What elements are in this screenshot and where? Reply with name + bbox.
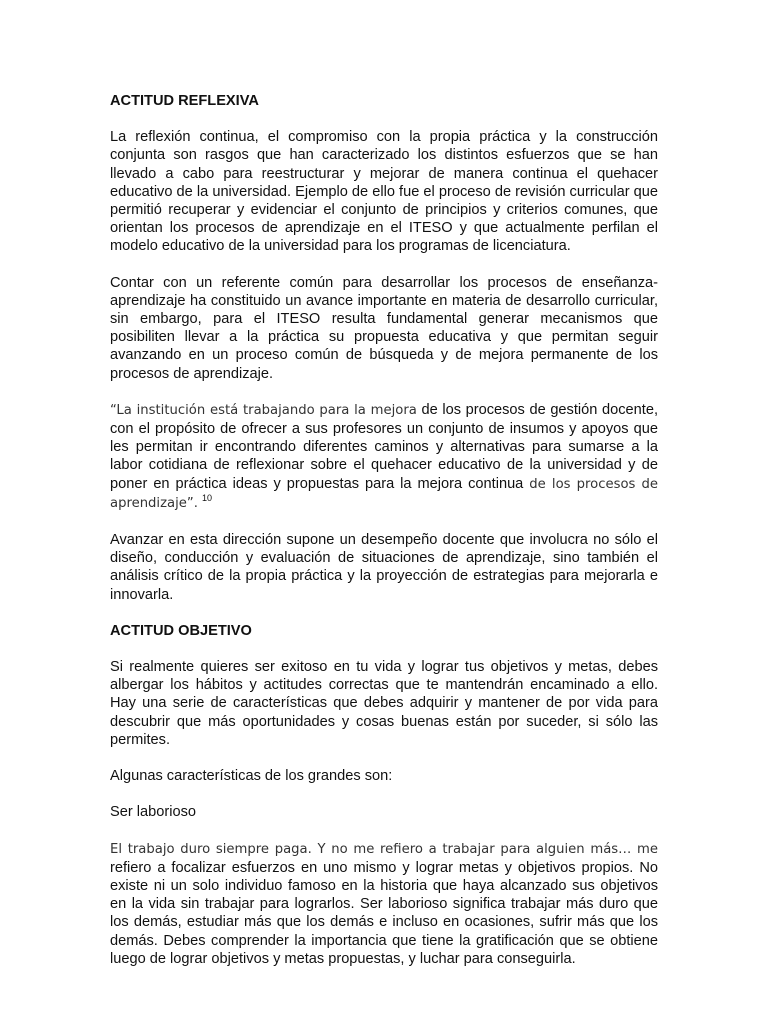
trabajo-duro-rest: refiero a focalizar esfuerzos en uno mismo y lograr metas y objetivos propios. No existe ni un solo individuo famoso en la historia que haya alcanzado sus objetivos en la vida sin trabajar para lograrlos. Ser laborioso significa trabajar más duro que los demás, estudiar más que los demás e incluso en ocasiones, sufrir más que los demás. Debes comprender la importancia que tiene la gratificación que se obtiene luego de lograr objetivos y metas propuestas, y luchar para conseguirla. — [110, 859, 658, 967]
footnote-marker: 10 — [201, 492, 212, 503]
quote-start: “La institución está trabajando para la mejora — [110, 402, 417, 418]
paragraph-exitoso: Si realmente quieres ser exitoso en tu vida y lograr tus objetivos y metas, debes albergar los hábitos y actitudes correctas que te mantendrán encaminado a ello. Hay una serie de características que debes adquirir y mantener de por vida para descubrir que más oportunidades y cosas buenas están por suceder, si sólo las permites. — [110, 659, 658, 748]
quote-end: de los procesos de aprendizaje”. — [110, 476, 658, 511]
paragraph-ser-laborioso: Ser laborioso — [110, 804, 196, 821]
document-page — [110, 92, 658, 986]
paragraph-quote — [110, 401, 658, 513]
trabajo-duro-start: El trabajo duro siempre paga. Y no me refiero a trabajar para alguien más… me — [110, 841, 658, 857]
section-heading-actitud-objetivo: ACTITUD OBJETIVO — [110, 622, 252, 639]
paragraph-reflexion: La reflexión continua, el compromiso con la propia práctica y la construcción conjunta son rasgos que han caracterizado los distintos esfuerzos que se han llevado a cabo para reestructurar y mejorar de manera continua el quehacer educativo de la universidad. Ejemplo de ello fue el proceso de revisión curricular que permitió recuperar y evidenciar el conjunto de principios y criterios comunes, que orientan los procesos de aprendizaje en el ITESO y que actualmente perfilan el modelo educativo de la universidad para los programas de licenciatura. — [110, 129, 658, 255]
paragraph-caracteristicas: Algunas características de los grandes son: — [110, 768, 393, 785]
quote-middle: de los procesos de gestión docente, con el propósito de ofrecer a sus profesores un conjunto de insumos y apoyos que les permitan ir encontrando diferentes caminos y alternativas para sumarse a la labor cotidiana de reflexionar sobre el quehacer educativo de la universidad y de poner en práctica ideas y propuestas para la mejora continua — [110, 401, 658, 492]
section-heading-actitud-reflexiva: ACTITUD REFLEXIVA — [110, 93, 259, 109]
paragraph-referente-comun: Contar con un referente común para desarrollar los procesos de enseñanza-aprendizaje ha constituido un avance importante en materia de desarrollo curricular, sin embargo, para el ITESO resulta fundamental generar mecanismos que posibiliten llevar a la práctica su propuesta educativa y que permitan seguir avanzando en un proceso común de búsqueda y de mejora permanente de los procesos de aprendizaje. — [110, 274, 658, 382]
paragraph-trabajo-duro — [110, 840, 658, 968]
paragraph-avanzar: Avanzar en esta dirección supone un desempeño docente que involucra no sólo el diseño, conducción y evaluación de situaciones de aprendizaje, sino también el análisis crítico de la propia práctica y la proyección de estrategias para mejorarla e innovarla. — [110, 532, 658, 603]
